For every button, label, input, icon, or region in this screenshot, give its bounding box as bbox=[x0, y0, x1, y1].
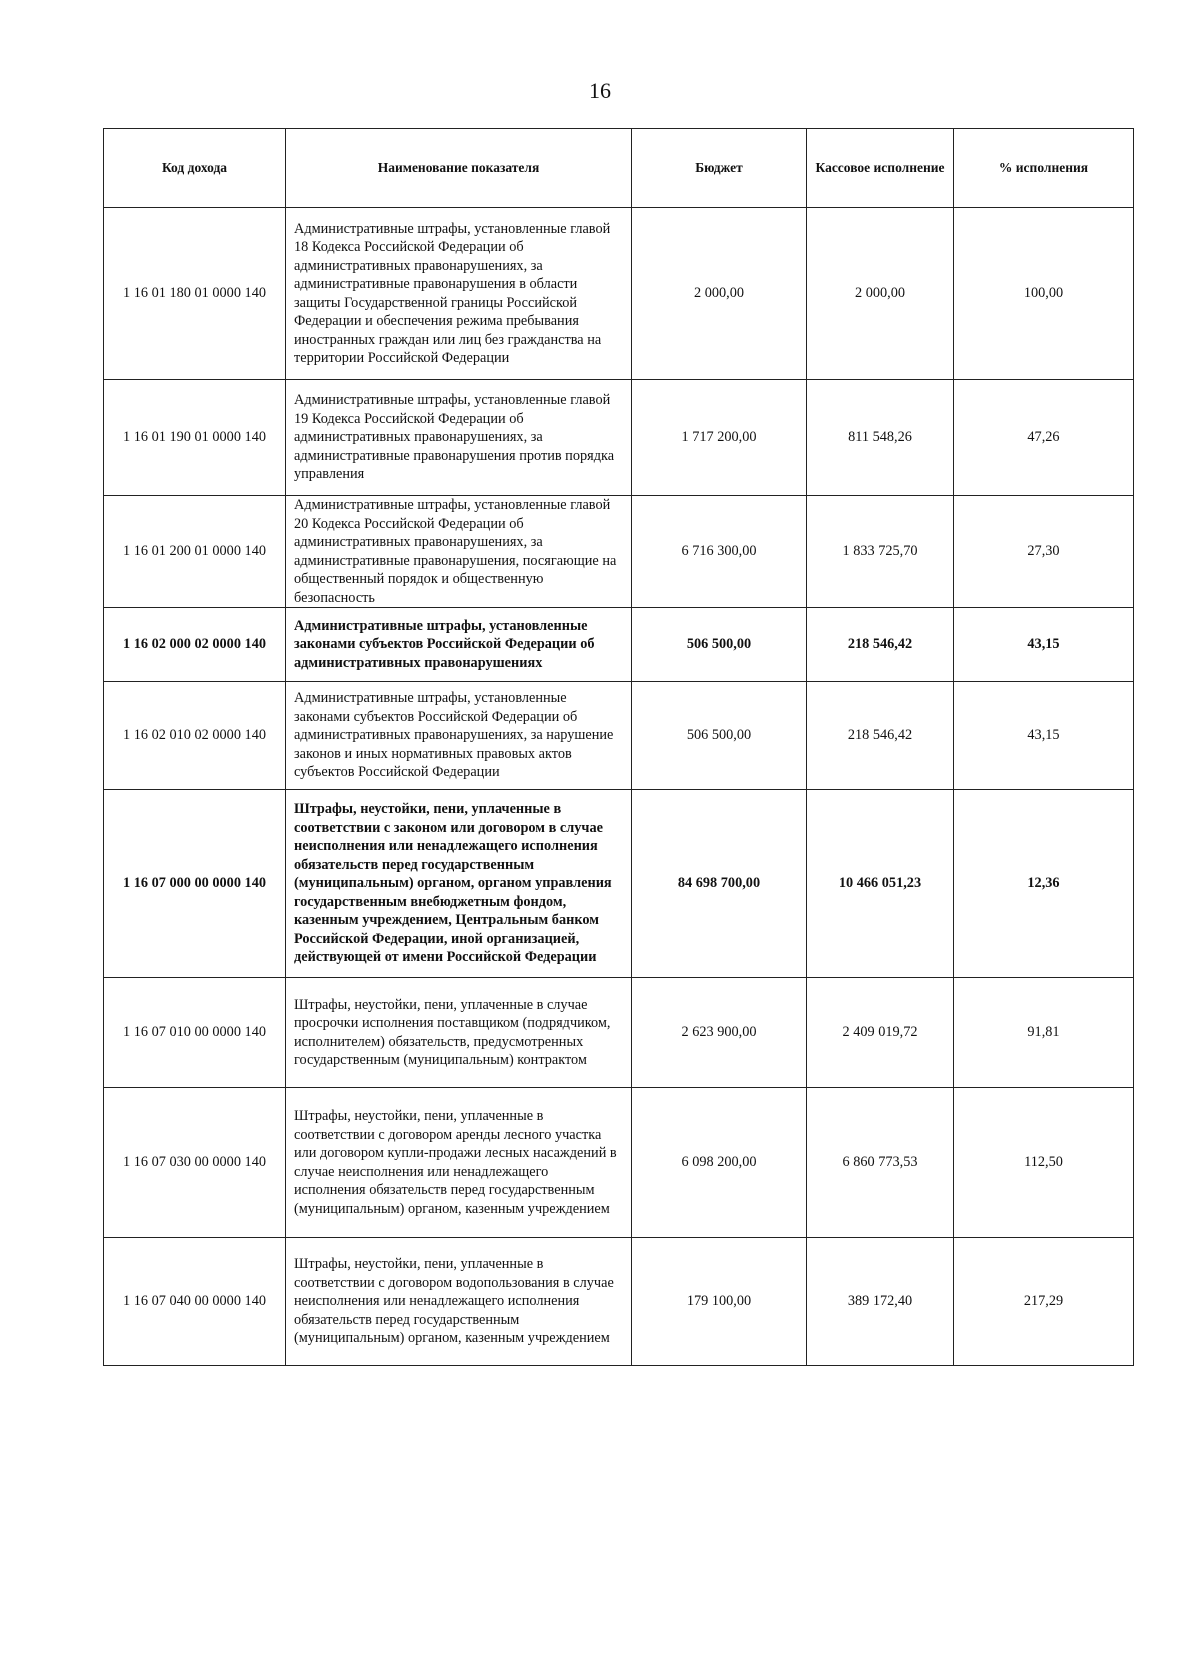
row-name: Административные штрафы, установленные законами субъектов Российской Федерации об административных правонарушениях bbox=[286, 608, 632, 682]
row-executed: 811 548,26 bbox=[807, 380, 954, 496]
row-name: Административные штрафы, установленные главой 18 Кодекса Российской Федерации об административных правонарушениях, за административные правонарушения в области защиты Государственной границы Российской Федерации и обеспечения режима пребывания иностранных граждан или лиц без гражданства на территории Российской Федерации bbox=[286, 208, 632, 380]
table-row bbox=[104, 608, 1134, 682]
row-executed: 389 172,40 bbox=[807, 1238, 954, 1366]
row-budget: 2 623 900,00 bbox=[632, 978, 807, 1088]
revenue-table bbox=[103, 128, 1134, 1366]
row-budget: 2 000,00 bbox=[632, 208, 807, 380]
row-name: Штрафы, неустойки, пени, уплаченные в соответствии с договором аренды лесного участка или договором купли-продажи лесных насаждений в случае неисполнения или ненадлежащего исполнения обязательств перед государственным (муниципальным) органом, казенным учреждением bbox=[286, 1088, 632, 1238]
row-code: 1 16 07 000 00 0000 140 bbox=[104, 790, 286, 978]
row-budget: 506 500,00 bbox=[632, 608, 807, 682]
row-code: 1 16 02 010 02 0000 140 bbox=[104, 682, 286, 790]
row-code: 1 16 07 030 00 0000 140 bbox=[104, 1088, 286, 1238]
row-budget: 6 716 300,00 bbox=[632, 496, 807, 608]
table-row bbox=[104, 1088, 1134, 1238]
row-budget: 84 698 700,00 bbox=[632, 790, 807, 978]
row-code: 1 16 07 040 00 0000 140 bbox=[104, 1238, 286, 1366]
row-executed: 2 409 019,72 bbox=[807, 978, 954, 1088]
row-percent: 91,81 bbox=[954, 978, 1134, 1088]
row-executed: 218 546,42 bbox=[807, 682, 954, 790]
row-percent: 112,50 bbox=[954, 1088, 1134, 1238]
table-row bbox=[104, 682, 1134, 790]
row-budget: 179 100,00 bbox=[632, 1238, 807, 1366]
row-code: 1 16 07 010 00 0000 140 bbox=[104, 978, 286, 1088]
row-budget: 506 500,00 bbox=[632, 682, 807, 790]
row-budget: 1 717 200,00 bbox=[632, 380, 807, 496]
row-percent: 100,00 bbox=[954, 208, 1134, 380]
row-name: Штрафы, неустойки, пени, уплаченные в соответствии с законом или договором в случае неисполнения или ненадлежащего исполнения обязательств перед государственным (муниципальным) органом, органом управления государственным внебюджетным фондом, казенным учреждением, Центральным банком Российской Федерации, иной организацией, действующей от имени Российской Федерации bbox=[286, 790, 632, 978]
header-executed: Кассовое исполнение bbox=[807, 129, 954, 208]
row-executed: 6 860 773,53 bbox=[807, 1088, 954, 1238]
row-percent: 47,26 bbox=[954, 380, 1134, 496]
row-code: 1 16 02 000 02 0000 140 bbox=[104, 608, 286, 682]
row-executed: 1 833 725,70 bbox=[807, 496, 954, 608]
header-code: Код дохода bbox=[104, 129, 286, 208]
row-name: Штрафы, неустойки, пени, уплаченные в случае просрочки исполнения поставщиком (подрядчиком, исполнителем) обязательств, предусмотренных государственным (муниципальным) контрактом bbox=[286, 978, 632, 1088]
header-budget: Бюджет bbox=[632, 129, 807, 208]
table-row bbox=[104, 1238, 1134, 1366]
table-body bbox=[104, 208, 1134, 1366]
row-percent: 43,15 bbox=[954, 608, 1134, 682]
row-name: Административные штрафы, установленные главой 20 Кодекса Российской Федерации об административных правонарушениях, за административные правонарушения, посягающие на общественный порядок и общественную безопасность bbox=[286, 496, 632, 608]
table-header bbox=[104, 129, 1134, 208]
table-row bbox=[104, 496, 1134, 608]
row-executed: 10 466 051,23 bbox=[807, 790, 954, 978]
row-executed: 218 546,42 bbox=[807, 608, 954, 682]
row-code: 1 16 01 190 01 0000 140 bbox=[104, 380, 286, 496]
header-row bbox=[104, 129, 1134, 208]
header-name: Наименование показателя bbox=[286, 129, 632, 208]
row-code: 1 16 01 200 01 0000 140 bbox=[104, 496, 286, 608]
row-name: Штрафы, неустойки, пени, уплаченные в соответствии с договором водопользования в случае неисполнения или ненадлежащего исполнения обязательств перед государственным (муниципальным) органом, казенным учреждением bbox=[286, 1238, 632, 1366]
row-percent: 43,15 bbox=[954, 682, 1134, 790]
row-percent: 27,30 bbox=[954, 496, 1134, 608]
row-percent: 217,29 bbox=[954, 1238, 1134, 1366]
row-code: 1 16 01 180 01 0000 140 bbox=[104, 208, 286, 380]
table-row bbox=[104, 380, 1134, 496]
header-percent: % исполнения bbox=[954, 129, 1134, 208]
row-executed: 2 000,00 bbox=[807, 208, 954, 380]
row-name: Административные штрафы, установленные законами субъектов Российской Федерации об административных правонарушениях, за нарушение законов и иных нормативных правовых актов субъектов Российской Федерации bbox=[286, 682, 632, 790]
row-budget: 6 098 200,00 bbox=[632, 1088, 807, 1238]
page-number: 16 bbox=[589, 78, 611, 103]
row-name: Административные штрафы, установленные главой 19 Кодекса Российской Федерации об административных правонарушениях, за административные правонарушения против порядка управления bbox=[286, 380, 632, 496]
table-row bbox=[104, 978, 1134, 1088]
table-row bbox=[104, 208, 1134, 380]
row-percent: 12,36 bbox=[954, 790, 1134, 978]
table-row bbox=[104, 790, 1134, 978]
